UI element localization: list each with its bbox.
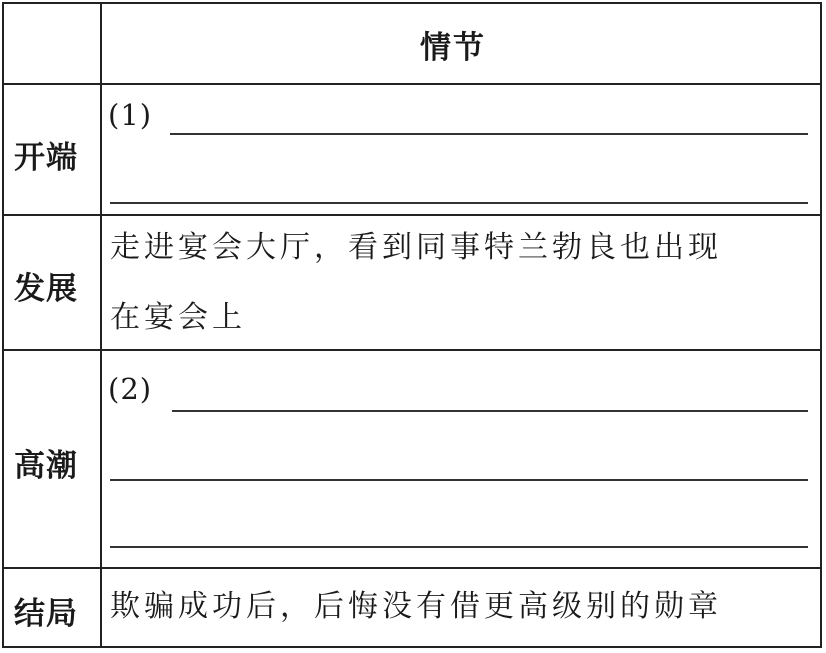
table-border-bottom: [2, 646, 822, 648]
stage-label-beginning: 开端: [14, 140, 78, 176]
stage-label-ending: 结局: [14, 596, 78, 632]
stage-label-development: 发展: [14, 271, 78, 307]
answer-blank-2b: [110, 479, 808, 481]
row-divider-header: [2, 83, 822, 85]
table-border-left: [2, 2, 4, 648]
row-divider-3: [2, 567, 822, 569]
development-text-line2: 在宴会上: [110, 300, 246, 335]
ending-text: 欺骗成功后，后悔没有借更高级别的勋章: [110, 589, 722, 624]
blank-number-2: (2): [108, 372, 153, 406]
table-border-right: [820, 2, 822, 648]
stage-label-climax: 高潮: [14, 448, 78, 484]
answer-blank-2a: [172, 410, 808, 412]
development-text-line1: 走进宴会大厅，看到同事特兰勃良也出现: [110, 230, 722, 265]
table-border-top: [2, 2, 822, 4]
column-divider: [100, 2, 102, 648]
header-plot-cell: 情节: [420, 30, 486, 66]
answer-blank-1a: [170, 133, 808, 135]
blank-number-1: (1): [108, 98, 153, 132]
answer-blank-1b: [110, 202, 808, 204]
answer-blank-2c: [110, 546, 808, 548]
